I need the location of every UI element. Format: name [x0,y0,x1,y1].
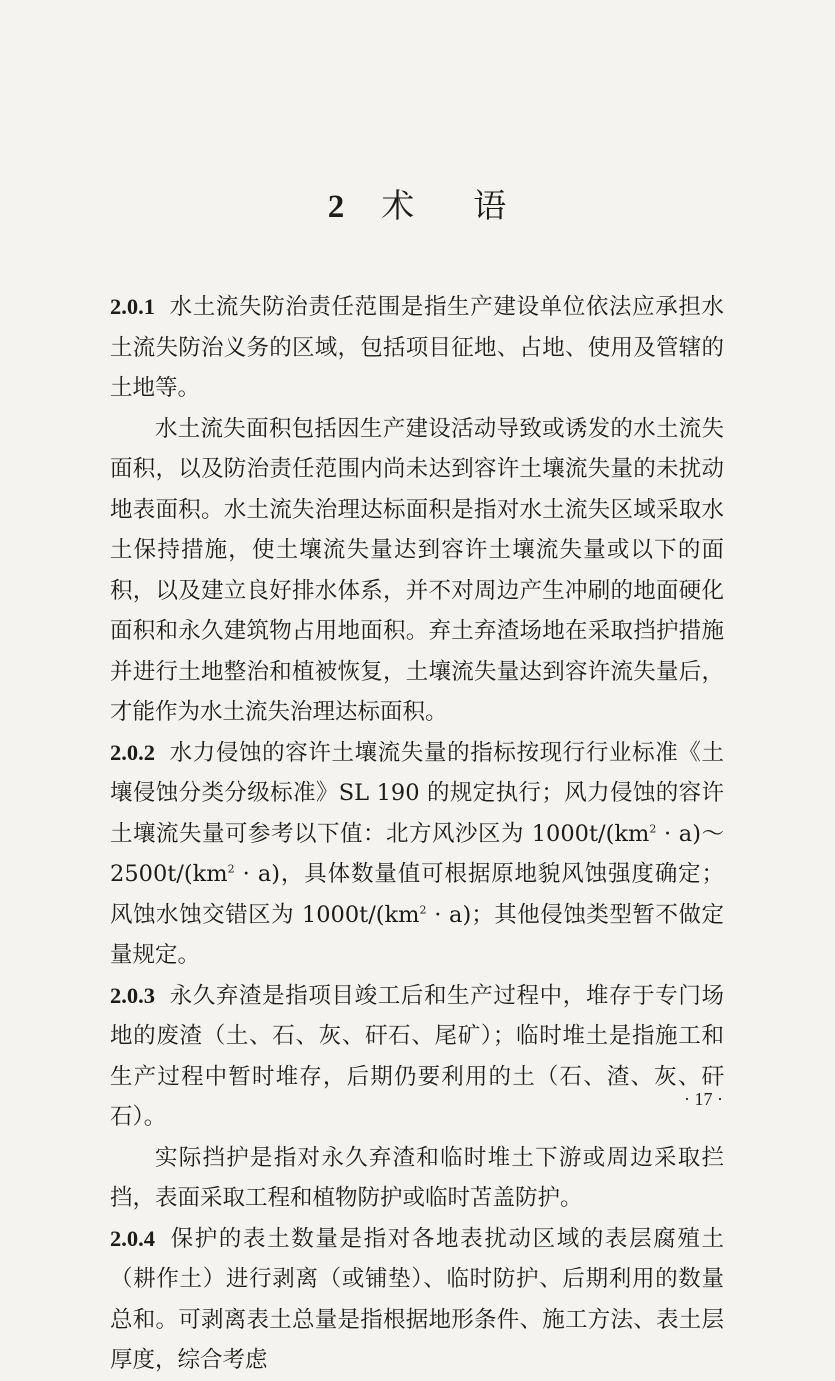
clause-text: 永久弃渣是指项目竣工后和生产过程中，堆存于专门场地的废渣（土、石、灰、矸石、尾矿）；临时堆土是指施工和生产过程中暂时堆存，后期仍要利用的土（石、渣、灰、矸石）。 [110,982,724,1130]
clause-2-0-1-para-2: 水土流失面积包括因生产建设活动导致或诱发的水土流失面积，以及防治责任范围内尚未达到容许土壤流失量的未扰动地表面积。水土流失治理达标面积是指对水土流失区域采取水土保持措施，使土壤流失量达到容许土壤流失量或以下的面积，以及建立良好排水体系，并不对周边产生冲刷的地面硬化面积和永久建筑物占用地面积。弃土弃渣场地在采取挡护措施并进行土地整治和植被恢复，土壤流失量达到容许流失量后，才能作为水土流失治理达标面积。 [110,415,724,725]
clause-number: 2.0.1 [110,294,155,319]
chapter-title [0,184,835,229]
clause-text-4: · a)；其他侵蚀类型暂不做定量规定。 [110,901,724,968]
page-number: · 17 · [684,1089,723,1109]
clause-2-0-3 [110,976,724,1138]
clause-text: 水土流失防治责任范围是指生产建设单位依法应承担水土流失防治义务的区域，包括项目征地、占地、使用及管辖的土地等。 [110,294,724,401]
clause-number: 2.0.3 [110,982,155,1008]
body-text [110,287,724,1381]
clause-number: 2.0.4 [110,1225,155,1251]
clause-text-3: · a)，具体数量值可根据原地貌风蚀强度确定；风蚀水蚀交错区为 1000t/(km [110,861,724,928]
chapter-title-part1: 术 [381,186,416,225]
clause-2-0-4 [110,1219,724,1381]
clause-text-2: · a)～2500t/(km [110,820,724,887]
clause-text: 保护的表土数量是指对各地表扰动区域的表层腐殖土（耕作土）进行剥离（或铺垫）、临时防护、后期利用的数量总和。可剥离表土总量是指根据地形条件、施工方法、表土层厚度，综合考虑 [110,1225,724,1373]
clause-text-1: 水力侵蚀的容许土壤流失量的指标按现行行业标准《土壤侵蚀分类分级标准》SL 190 的规定执行；风力侵蚀的容许土壤流失量可参考以下值：北方风沙区为 1000t/(km [110,739,724,847]
clause-2-0-2 [110,733,724,976]
clause-2-0-1 [110,287,724,409]
clause-number: 2.0.2 [110,739,155,765]
chapter-title-part2: 语 [473,186,508,225]
chapter-number: 2 [327,189,346,225]
clause-2-0-3-para-2: 实际挡护是指对永久弃渣和临时堆土下游或周边采取拦挡，表面采取工程和植物防护或临时苫盖防护。 [110,1144,724,1211]
superscript: 2 [649,822,657,835]
superscript: 2 [419,903,427,916]
superscript: 2 [227,862,235,876]
